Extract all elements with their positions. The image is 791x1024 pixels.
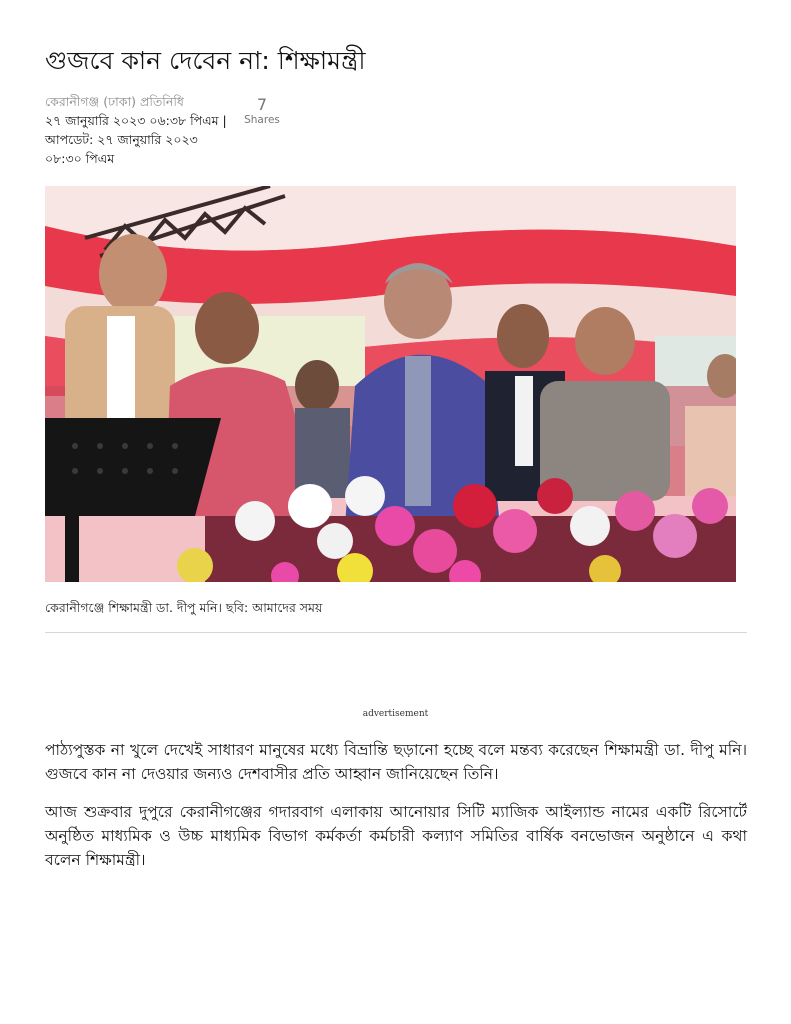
section-divider bbox=[45, 632, 747, 633]
share-count: 7 bbox=[256, 95, 268, 114]
article-meta bbox=[45, 92, 235, 168]
share-counter[interactable] bbox=[238, 96, 286, 126]
share-label: Shares bbox=[244, 114, 280, 126]
publish-timestamp: ২৭ জানুয়ারি ২০২৩ ০৬:৩৮ পিএম | আপডেট: ২৭ জানুয়ারি ২০২৩ ০৮:৩০ পিএম bbox=[45, 113, 227, 166]
advertisement-label: advertisement bbox=[362, 709, 429, 719]
article-paragraph-2: আজ শুক্রবার দুপুরে কেরানীগঞ্জের গদারবাগ এলাকায় আনোয়ার সিটি ম্যাজিক আইল্যান্ড নামের একটি রিসোর্টে অনুষ্ঠিত মাধ্যমিক ও উচ্চ মাধ্যমিক বিভাগ কর্মকর্তা কর্মচারী কল্যাণ সমিতির বার্ষিক বনভোজন অনুষ্ঠানে এ কথা বলেন শিক্ষামন্ত্রী। bbox=[45, 803, 747, 869]
photo-caption: কেরানীগঞ্জে শিক্ষামন্ত্রী ডা. দীপু মনি। ছবি: আমাদের সময় bbox=[45, 600, 323, 615]
article-paragraph-1: পাঠ্যপুস্তক না খুলে দেখেই সাধারণ মানুষের মধ্যে বিভ্রান্তি ছড়ানো হচ্ছে বলে মন্তব্য করেছেন শিক্ষামন্ত্রী ডা. দীপু মনি। গুজবে কান না দেওয়ার জন্যও দেশবাসীর প্রতি আহ্বান জানিয়েছেন তিনি। bbox=[45, 741, 747, 783]
article-photo bbox=[45, 186, 736, 582]
article-headline: গুজবে কান দেবেন না: শিক্ষামন্ত্রী bbox=[45, 46, 366, 75]
author-byline[interactable]: কেরানীগঞ্জ (ঢাকা) প্রতিনিধি bbox=[45, 94, 184, 109]
